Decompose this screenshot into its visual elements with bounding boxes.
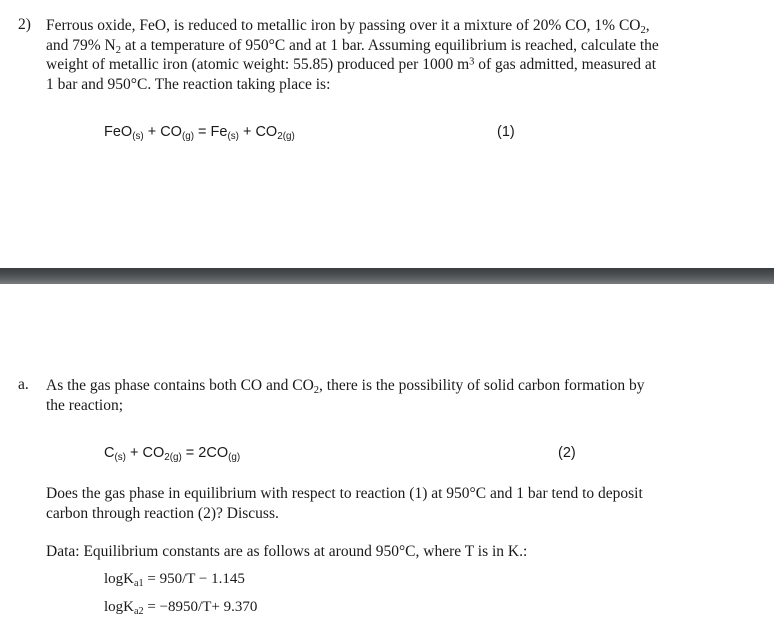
equilibrium-constant-k2: logK$_{a2}$ = −8950/T+ 9.370 xyxy=(104,599,258,618)
reaction-1-equation: $FeO_{(s)} + CO_{(g)} = Fe_{(s)} + CO_{2(g)}$ xyxy=(104,124,295,142)
problem-line-1: Ferrous oxide, FeO, is reduced to metallic iron by passing over it a mixture of 20% CO, 1% $CO_2$, xyxy=(46,17,650,37)
part-a-text xyxy=(46,376,746,415)
problem-line-4: 1 bar and 950°C. The reaction taking place is: xyxy=(46,75,331,93)
problem-line-3: weight of metallic iron (atomic weight: 55.85) produced per 1000 $m^3$ of gas admitted, measured at xyxy=(46,56,657,73)
reaction-2-label: (2) xyxy=(558,445,576,461)
part-a-marker: a. xyxy=(18,376,29,393)
problem-number: 2) xyxy=(18,16,31,33)
reaction-2-equation: $C_{(s)} + CO_{2(g)} = 2CO_{(g)}$ xyxy=(104,445,241,463)
equilibrium-constant-k1: logK$_{a1}$ = 950/T − 1.145 xyxy=(104,571,245,590)
problem-text xyxy=(46,16,746,94)
question-line-2: carbon through reaction (2)? Discuss. xyxy=(46,504,279,522)
page-divider xyxy=(0,268,774,284)
problem-line-2: and 79% $N_2$ at a temperature of 950°C and at 1 bar. Assuming equilibrium is reached, calculate the xyxy=(46,36,659,56)
question-text xyxy=(46,484,746,523)
data-heading: Data: Equilibrium constants are as follows at around 950°C, where T is in K.: xyxy=(46,543,528,560)
question-line-1: Does the gas phase in equilibrium with respect to reaction (1) at 950°C and 1 bar tend to deposit xyxy=(46,485,643,502)
part-a-line-2: the reaction; xyxy=(46,396,124,414)
part-a-line-1: As the gas phase contains both CO and $CO_2$, there is the possibility of solid carbon formation by xyxy=(46,377,645,397)
reaction-1-label: (1) xyxy=(497,124,515,140)
